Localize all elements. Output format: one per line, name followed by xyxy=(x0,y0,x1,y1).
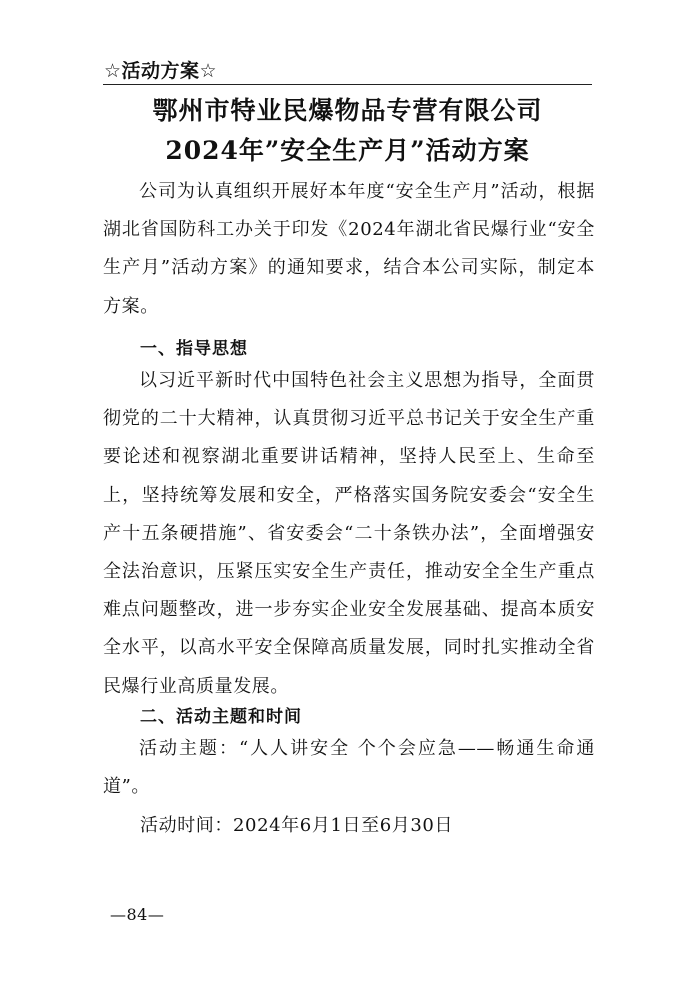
header-divider xyxy=(103,84,592,85)
section-heading-guiding-ideology: 一、指导思想 xyxy=(140,339,248,359)
page-number: —84— xyxy=(110,905,165,924)
activity-theme-paragraph: 活动主题：“人人讲安全 个个会应急——畅通生命通道”。 xyxy=(103,738,595,798)
intro-paragraph: 公司为认真组织开展好本年度“安全生产月”活动，根据湖北省国防科工办关于印发《2024年湖北省民爆行业“安全生产月”活动方案》的通知要求，结合本公司实际，制定本方案。 xyxy=(103,181,595,317)
activity-time-line: 活动时间：2024年6月1日至6月30日 xyxy=(140,815,454,836)
guiding-ideology-paragraph: 以习近平新时代中国特色社会主义思想为指导，全面贯彻党的二十大精神，认真贯彻习近平总书记关于安全生产重要论述和视察湖北重要讲话精神，坚持人民至上、生命至上，坚持统筹发展和安全，严格落实国务院安委会“安全生产十五条硬措施”、省安委会“二十条铁办法”，全面增强安全法治意识，压紧压实安全生产责任，推动安全全生产重点难点问题整改，进一步夯实企业安全发展基础、提高本质安全水平，以高水平安全保障高质量发展，同时扎实推动全省民爆行业高质量发展。 xyxy=(103,370,595,697)
header-tag: ☆活动方案☆ xyxy=(104,60,218,82)
section-heading-theme-and-time: 二、活动主题和时间 xyxy=(140,707,302,727)
document-title-line-1: 鄂州市特业民爆物品专营有限公司 xyxy=(152,96,543,125)
document-title-line-2: 2024年”安全生产月”活动方案 xyxy=(165,136,530,165)
